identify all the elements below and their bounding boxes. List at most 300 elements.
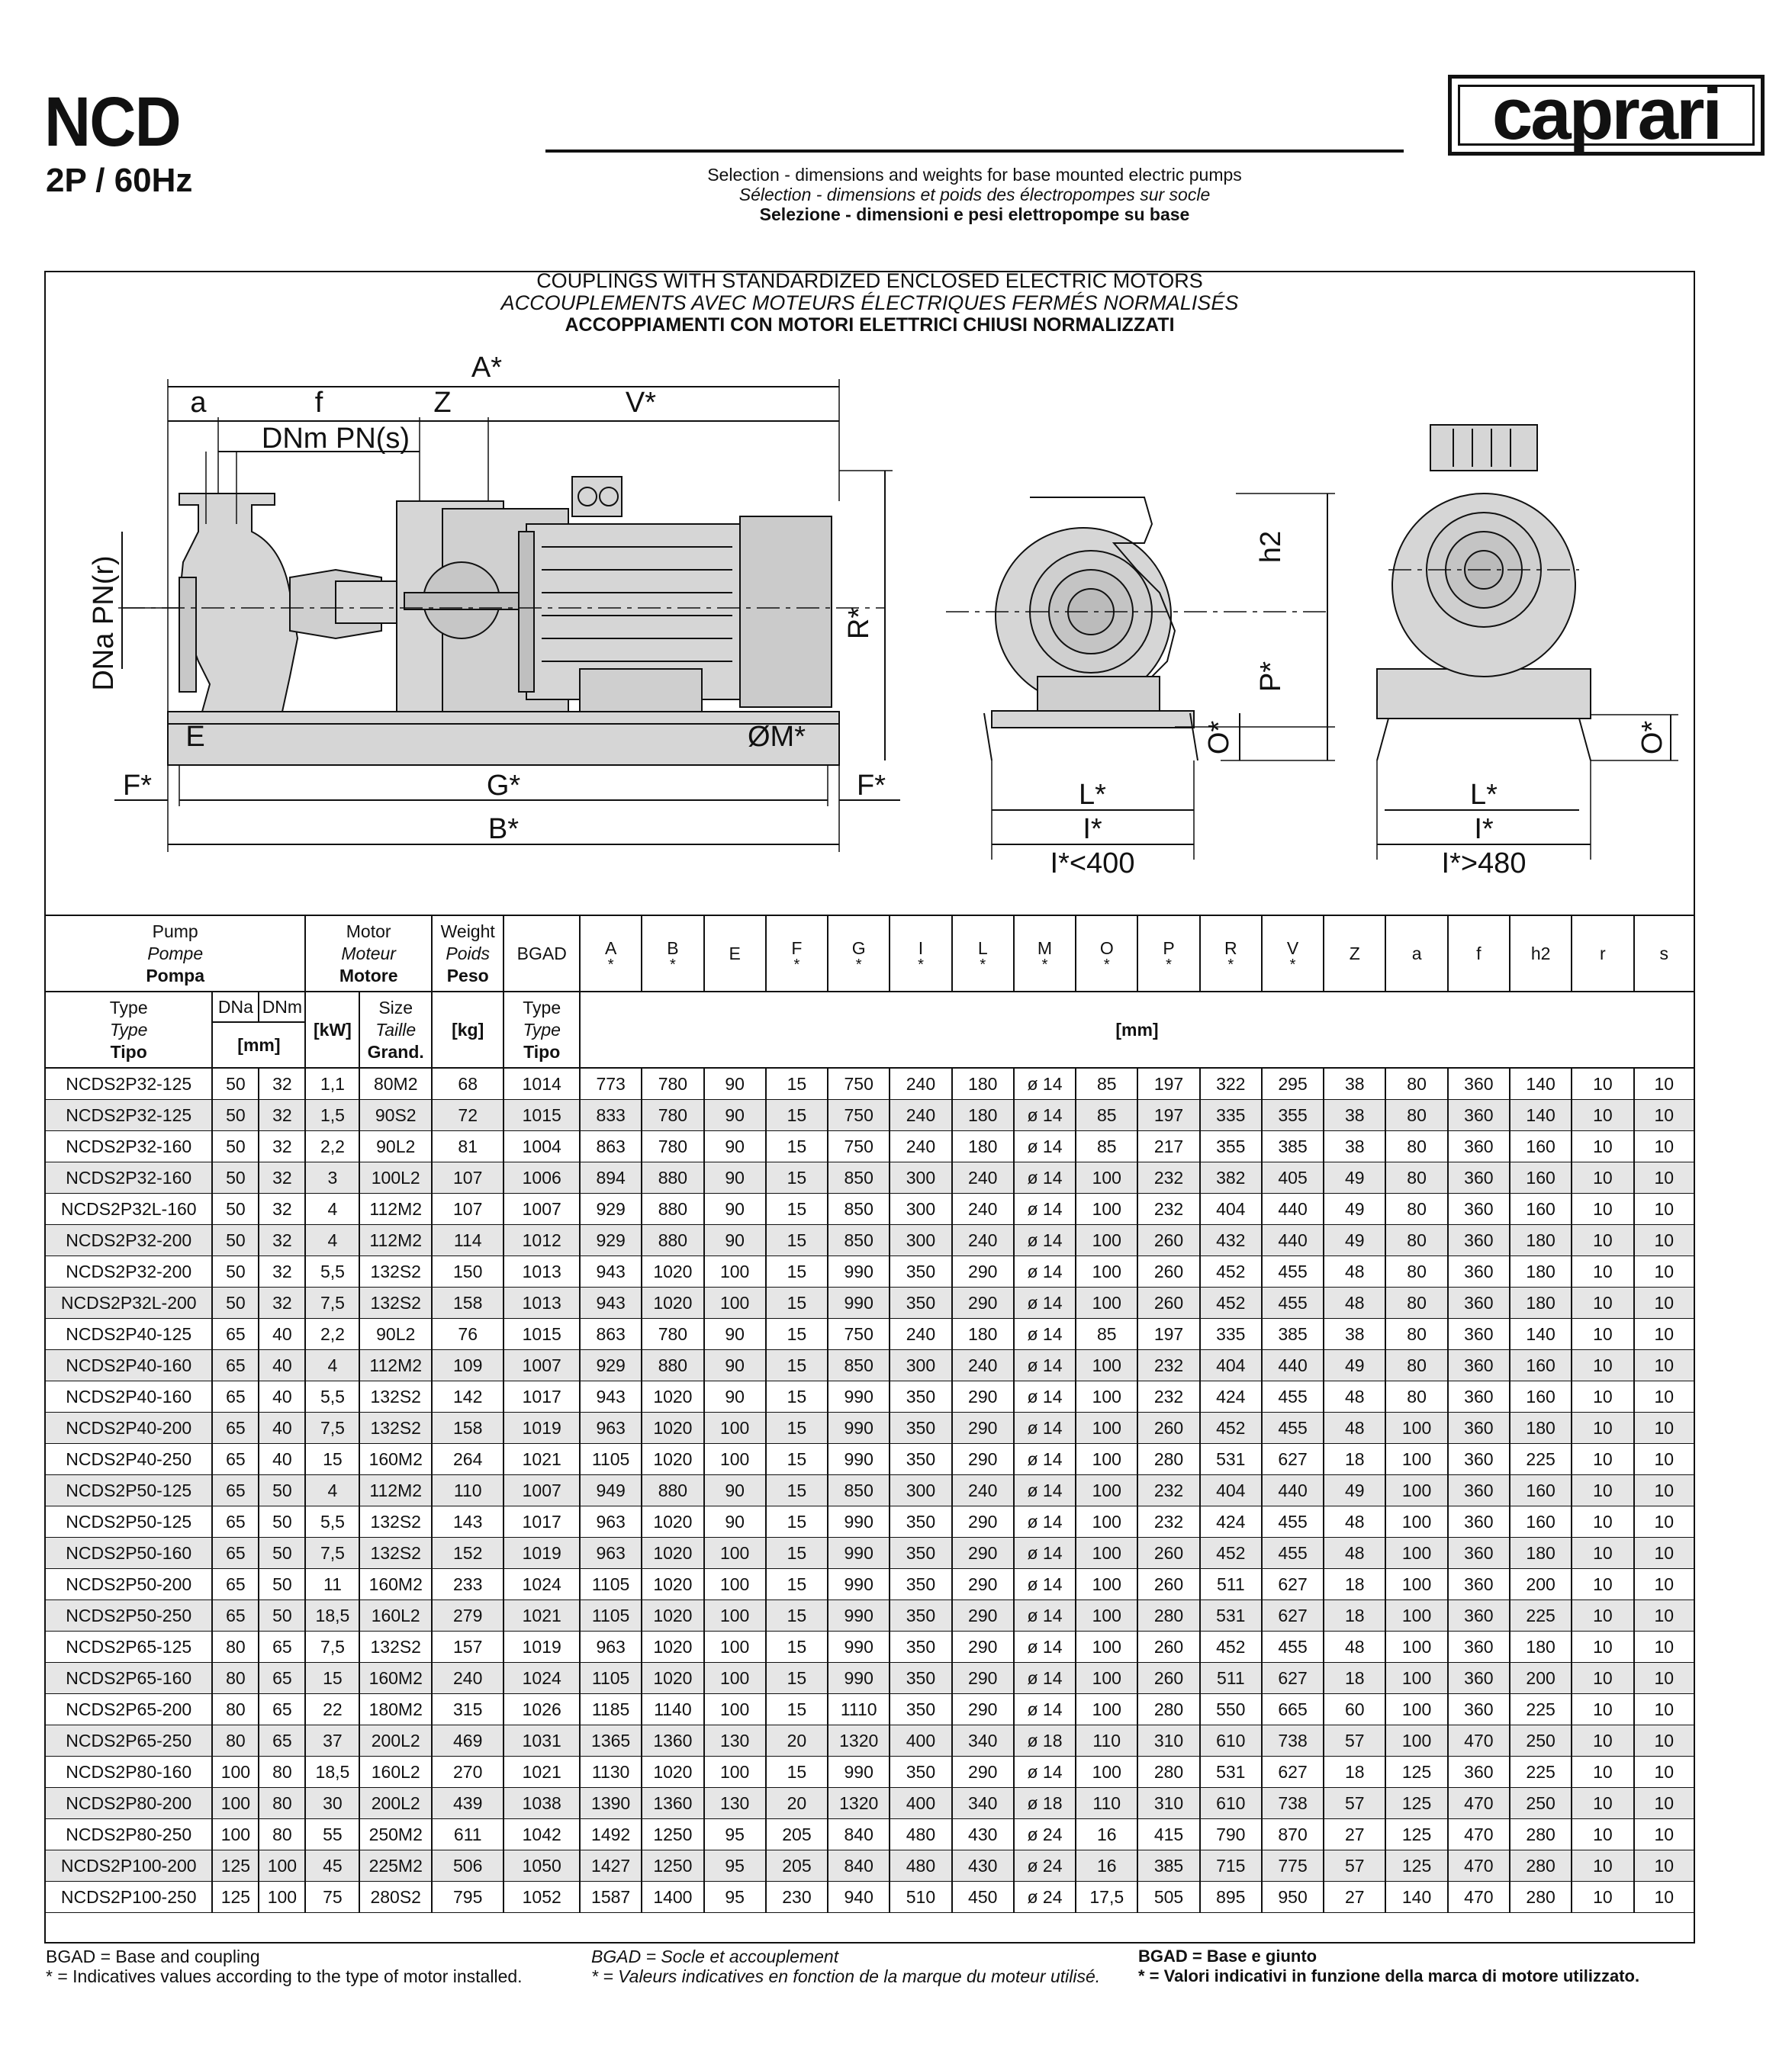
table-cell: ø 14 — [1014, 1757, 1076, 1788]
dimensions-table — [44, 915, 1695, 1913]
table-cell: 90 — [704, 1068, 766, 1100]
table-cell: 452 — [1200, 1632, 1262, 1663]
table-cell: 10 — [1634, 1538, 1694, 1569]
table-cell: 833 — [580, 1100, 642, 1131]
table-cell: 132S2 — [359, 1538, 431, 1569]
header-description — [545, 165, 1404, 224]
table-cell: 55 — [305, 1819, 359, 1850]
table-cell: 1140 — [642, 1694, 703, 1725]
table-cell: 10 — [1634, 1819, 1694, 1850]
table-cell: 350 — [890, 1444, 951, 1475]
table-cell: 197 — [1137, 1319, 1199, 1350]
table-cell: 95 — [704, 1819, 766, 1850]
table-cell: 440 — [1262, 1350, 1324, 1381]
table-cell: 180M2 — [359, 1694, 431, 1725]
table-cell: 32 — [259, 1068, 305, 1100]
table-row — [45, 1350, 1694, 1381]
table-cell: 15 — [766, 1068, 828, 1100]
table-cell: 90 — [704, 1350, 766, 1381]
table-cell: 863 — [580, 1319, 642, 1350]
table-cell: 1360 — [642, 1788, 703, 1819]
table-cell: 385 — [1262, 1319, 1324, 1350]
table-cell: 7,5 — [305, 1288, 359, 1319]
table-cell: 990 — [828, 1538, 890, 1569]
table-cell: NCDS2P80-200 — [45, 1788, 212, 1819]
table-cell: NCDS2P50-200 — [45, 1569, 212, 1600]
table-cell: 10 — [1572, 1256, 1633, 1288]
table-cell: 100 — [1385, 1600, 1447, 1632]
table-cell: 280 — [1137, 1757, 1199, 1788]
table-cell: 3 — [305, 1162, 359, 1194]
table-cell: 40 — [259, 1381, 305, 1413]
table-cell: 360 — [1448, 1444, 1510, 1475]
label-DNm: DNm PN(s) — [261, 423, 410, 455]
header-dim-R: R * — [1200, 915, 1262, 992]
table-cell: 240 — [952, 1225, 1014, 1256]
table-cell: 360 — [1448, 1194, 1510, 1225]
table-cell: 180 — [1510, 1288, 1572, 1319]
table-cell: 142 — [432, 1381, 503, 1413]
table-cell: 85 — [1076, 1319, 1137, 1350]
table-cell: 360 — [1448, 1506, 1510, 1538]
table-cell: 15 — [766, 1413, 828, 1444]
table-cell: 404 — [1200, 1475, 1262, 1506]
table-cell: 780 — [642, 1319, 703, 1350]
brand-logo-text: caprari — [1491, 73, 1721, 155]
table-cell: 100 — [1385, 1444, 1447, 1475]
table-cell: 15 — [766, 1444, 828, 1475]
table-cell: 20 — [766, 1788, 828, 1819]
table-cell: 225 — [1510, 1600, 1572, 1632]
footnote-it: BGAD = Base e giunto * = Valori indicativi in funzione della marca di motore utilizzato. — [1138, 1947, 1640, 1985]
table-cell: 1400 — [642, 1882, 703, 1913]
table-cell: 49 — [1324, 1162, 1385, 1194]
table-cell: 15 — [766, 1381, 828, 1413]
table-cell: 50 — [212, 1131, 259, 1162]
table-cell: 990 — [828, 1506, 890, 1538]
table-cell: 65 — [212, 1569, 259, 1600]
table-row — [45, 1632, 1694, 1663]
table-cell: 57 — [1324, 1788, 1385, 1819]
table-cell: 160 — [1510, 1162, 1572, 1194]
table-cell: 10 — [1634, 1225, 1694, 1256]
table-cell: 290 — [952, 1538, 1014, 1569]
table-cell: 200 — [1510, 1663, 1572, 1694]
table-cell: 963 — [580, 1632, 642, 1663]
table-cell: 10 — [1634, 1632, 1694, 1663]
label-O-small: O* — [1203, 720, 1235, 755]
table-cell: 40 — [259, 1319, 305, 1350]
table-cell: 250 — [1510, 1725, 1572, 1757]
table-cell: 50 — [259, 1506, 305, 1538]
table-cell: 10 — [1572, 1225, 1633, 1256]
table-cell: 280 — [1137, 1444, 1199, 1475]
table-cell: 355 — [1262, 1100, 1324, 1131]
table-cell: 404 — [1200, 1194, 1262, 1225]
table-cell: 1105 — [580, 1569, 642, 1600]
table-cell: 112M2 — [359, 1225, 431, 1256]
table-cell: 205 — [766, 1819, 828, 1850]
table-cell: 340 — [952, 1788, 1014, 1819]
table-cell: 1019 — [503, 1632, 580, 1663]
table-cell: NCDS2P32L-160 — [45, 1194, 212, 1225]
table-cell: 280 — [1137, 1694, 1199, 1725]
table-cell: 335 — [1200, 1100, 1262, 1131]
table-cell: 10 — [1634, 1288, 1694, 1319]
table-cell: 10 — [1572, 1538, 1633, 1569]
desc-it: Selezione - dimensioni e pesi elettropompe su base — [759, 204, 1190, 224]
table-cell: 1031 — [503, 1725, 580, 1757]
table-cell: ø 14 — [1014, 1538, 1076, 1569]
table-cell: 432 — [1200, 1225, 1262, 1256]
table-row — [45, 1162, 1694, 1194]
table-cell: 32 — [259, 1256, 305, 1288]
table-cell: 90 — [704, 1194, 766, 1225]
table-cell: 18 — [1324, 1569, 1385, 1600]
table-cell: 1007 — [503, 1350, 580, 1381]
table-cell: 290 — [952, 1632, 1014, 1663]
label-V: V* — [625, 387, 657, 419]
table-cell: 180 — [1510, 1225, 1572, 1256]
table-cell: ø 14 — [1014, 1100, 1076, 1131]
table-cell: 750 — [828, 1131, 890, 1162]
table-cell: 360 — [1448, 1100, 1510, 1131]
table-cell: ø 24 — [1014, 1850, 1076, 1882]
table-cell: 1130 — [580, 1757, 642, 1788]
table-cell: 197 — [1137, 1100, 1199, 1131]
table-cell: NCDS2P100-250 — [45, 1882, 212, 1913]
header-dnm: DNm — [259, 992, 305, 1022]
table-cell: 60 — [1324, 1694, 1385, 1725]
table-cell: 470 — [1448, 1850, 1510, 1882]
table-cell: 160 — [1510, 1506, 1572, 1538]
table-cell: 424 — [1200, 1506, 1262, 1538]
table-cell: 350 — [890, 1413, 951, 1444]
table-cell: 335 — [1200, 1319, 1262, 1350]
table-cell: 100 — [704, 1413, 766, 1444]
table-cell: 240 — [890, 1131, 951, 1162]
table-row — [45, 1538, 1694, 1569]
table-cell: 140 — [1510, 1319, 1572, 1350]
table-cell: 90 — [704, 1506, 766, 1538]
table-cell: 455 — [1262, 1506, 1324, 1538]
table-cell: 85 — [1076, 1068, 1137, 1100]
desc-en: Selection - dimensions and weights for base mounted electric pumps — [707, 165, 1242, 185]
table-cell: 360 — [1448, 1538, 1510, 1569]
table-cell: 290 — [952, 1413, 1014, 1444]
table-cell: 160 — [1510, 1350, 1572, 1381]
header-dim-s: s — [1634, 915, 1694, 992]
table-cell: 80 — [1385, 1288, 1447, 1319]
table-cell: 1007 — [503, 1475, 580, 1506]
table-cell: ø 14 — [1014, 1381, 1076, 1413]
table-cell: 1019 — [503, 1413, 580, 1444]
table-cell: 100 — [704, 1569, 766, 1600]
table-row — [45, 1319, 1694, 1350]
table-cell: 112M2 — [359, 1350, 431, 1381]
header-type: Type Type Tipo — [45, 992, 212, 1068]
table-cell: 160 — [1510, 1194, 1572, 1225]
table-cell: 65 — [259, 1632, 305, 1663]
table-cell: 950 — [1262, 1882, 1324, 1913]
table-cell: 260 — [1137, 1413, 1199, 1444]
table-cell: 15 — [305, 1444, 359, 1475]
table-row — [45, 1600, 1694, 1632]
table-cell: 260 — [1137, 1632, 1199, 1663]
table-cell: 100 — [704, 1694, 766, 1725]
table-cell: 100 — [1076, 1538, 1137, 1569]
table-cell: 880 — [642, 1162, 703, 1194]
table-cell: NCDS2P40-160 — [45, 1350, 212, 1381]
table-cell: 1360 — [642, 1725, 703, 1757]
table-cell: 10 — [1572, 1068, 1633, 1100]
table-cell: 610 — [1200, 1725, 1262, 1757]
table-cell: 470 — [1448, 1725, 1510, 1757]
label-a: a — [190, 387, 207, 419]
table-cell: 795 — [432, 1882, 503, 1913]
table-cell: 180 — [1510, 1413, 1572, 1444]
table-cell: NCDS2P50-125 — [45, 1506, 212, 1538]
table-row — [45, 1819, 1694, 1850]
label-Z: Z — [433, 387, 452, 419]
table-cell: 990 — [828, 1632, 890, 1663]
table-cell: 4 — [305, 1194, 359, 1225]
table-cell: 480 — [890, 1850, 951, 1882]
table-cell: 990 — [828, 1444, 890, 1475]
table-cell: 430 — [952, 1819, 1014, 1850]
table-cell: 10 — [1634, 1600, 1694, 1632]
label-B: B* — [487, 813, 520, 845]
table-cell: 1019 — [503, 1538, 580, 1569]
table-cell: 870 — [1262, 1819, 1324, 1850]
table-cell: 240 — [890, 1319, 951, 1350]
table-cell: 949 — [580, 1475, 642, 1506]
table-cell: 200 — [1510, 1569, 1572, 1600]
table-cell: 18 — [1324, 1757, 1385, 1788]
table-cell: 40 — [259, 1350, 305, 1381]
table-cell: 880 — [642, 1475, 703, 1506]
label-I-small: I* — [1083, 813, 1102, 845]
table-row — [45, 1882, 1694, 1913]
table-cell: 125 — [1385, 1788, 1447, 1819]
table-cell: 350 — [890, 1600, 951, 1632]
table-cell: 452 — [1200, 1413, 1262, 1444]
table-cell: 7,5 — [305, 1632, 359, 1663]
table-cell: 48 — [1324, 1538, 1385, 1569]
table-cell: 80 — [212, 1694, 259, 1725]
table-cell: 963 — [580, 1413, 642, 1444]
table-cell: 322 — [1200, 1068, 1262, 1100]
table-cell: 100 — [704, 1632, 766, 1663]
table-cell: 300 — [890, 1350, 951, 1381]
table-cell: 16 — [1076, 1850, 1137, 1882]
table-cell: 130 — [704, 1788, 766, 1819]
table-cell: 10 — [1634, 1381, 1694, 1413]
table-cell: 65 — [212, 1538, 259, 1569]
table-cell: 125 — [212, 1850, 259, 1882]
table-body — [45, 1068, 1694, 1913]
table-cell: 80 — [259, 1788, 305, 1819]
table-cell: 65 — [212, 1381, 259, 1413]
table-cell: 290 — [952, 1663, 1014, 1694]
table-cell: 180 — [1510, 1256, 1572, 1288]
table-cell: 90 — [704, 1162, 766, 1194]
table-cell: 48 — [1324, 1381, 1385, 1413]
table-cell: 360 — [1448, 1569, 1510, 1600]
table-cell: 18 — [1324, 1600, 1385, 1632]
table-cell: 240 — [952, 1194, 1014, 1225]
table-cell: 10 — [1572, 1288, 1633, 1319]
table-cell: 10 — [1572, 1600, 1633, 1632]
header-kg: [kg] — [432, 992, 503, 1068]
table-cell: 132S2 — [359, 1413, 431, 1444]
table-cell: 610 — [1200, 1788, 1262, 1819]
header-size: Size Taille Grand. — [359, 992, 431, 1068]
table-cell: 511 — [1200, 1663, 1262, 1694]
table-cell: 627 — [1262, 1757, 1324, 1788]
table-cell: 100 — [1385, 1663, 1447, 1694]
table-cell: 279 — [432, 1600, 503, 1632]
dimensions-table-wrapper — [44, 915, 1695, 1913]
table-cell: 10 — [1572, 1475, 1633, 1506]
table-cell: 15 — [766, 1319, 828, 1350]
table-row — [45, 1256, 1694, 1288]
table-cell: 10 — [1572, 1850, 1633, 1882]
table-cell: ø 14 — [1014, 1194, 1076, 1225]
table-cell: 100 — [1076, 1194, 1137, 1225]
table-cell: 360 — [1448, 1162, 1510, 1194]
table-cell: 100 — [1076, 1381, 1137, 1413]
table-cell: NCDS2P32-125 — [45, 1100, 212, 1131]
table-cell: 750 — [828, 1319, 890, 1350]
table-cell: 76 — [432, 1319, 503, 1350]
table-cell: 315 — [432, 1694, 503, 1725]
table-cell: ø 14 — [1014, 1694, 1076, 1725]
table-cell: 90 — [704, 1319, 766, 1350]
table-cell: 10 — [1634, 1850, 1694, 1882]
table-cell: 15 — [766, 1538, 828, 1569]
table-cell: 18,5 — [305, 1757, 359, 1788]
table-cell: 290 — [952, 1694, 1014, 1725]
header-mm-small: [mm] — [212, 1022, 305, 1068]
table-cell: 440 — [1262, 1194, 1324, 1225]
table-cell: 280 — [1510, 1850, 1572, 1882]
table-cell: 775 — [1262, 1850, 1324, 1882]
table-cell: 180 — [1510, 1632, 1572, 1663]
header-dim-F: F * — [766, 915, 828, 992]
table-cell: 1020 — [642, 1506, 703, 1538]
table-cell: 840 — [828, 1850, 890, 1882]
table-cell: 773 — [580, 1068, 642, 1100]
table-cell: 100 — [1385, 1569, 1447, 1600]
table-cell: 90 — [704, 1475, 766, 1506]
table-cell: 750 — [828, 1100, 890, 1131]
table-cell: 10 — [1634, 1256, 1694, 1288]
table-cell: 455 — [1262, 1381, 1324, 1413]
table-cell: 1014 — [503, 1068, 580, 1100]
table-cell: 1110 — [828, 1694, 890, 1725]
table-cell: 780 — [642, 1131, 703, 1162]
table-cell: 10 — [1634, 1788, 1694, 1819]
table-cell: 10 — [1572, 1162, 1633, 1194]
table-cell: 5,5 — [305, 1256, 359, 1288]
table-cell: ø 14 — [1014, 1413, 1076, 1444]
header-dim-M: M * — [1014, 915, 1076, 992]
table-cell: 1020 — [642, 1288, 703, 1319]
table-cell: 455 — [1262, 1288, 1324, 1319]
table-cell: 1021 — [503, 1600, 580, 1632]
table-cell: 32 — [259, 1131, 305, 1162]
table-cell: 197 — [1137, 1068, 1199, 1100]
table-cell: 125 — [1385, 1757, 1447, 1788]
table-row — [45, 1757, 1694, 1788]
table-cell: 15 — [766, 1506, 828, 1538]
table-cell: 350 — [890, 1569, 951, 1600]
table-cell: 114 — [432, 1225, 503, 1256]
table-cell: 1,5 — [305, 1100, 359, 1131]
table-cell: 715 — [1200, 1850, 1262, 1882]
table-cell: 385 — [1137, 1850, 1199, 1882]
table-cell: 455 — [1262, 1632, 1324, 1663]
header-mm-units: [mm] — [580, 992, 1694, 1068]
table-cell: ø 14 — [1014, 1475, 1076, 1506]
header-bgad: BGAD — [503, 915, 580, 992]
table-cell: 160 — [1510, 1475, 1572, 1506]
table-cell: 180 — [952, 1319, 1014, 1350]
table-cell: 310 — [1137, 1788, 1199, 1819]
table-cell: 10 — [1634, 1694, 1694, 1725]
table-cell: 112M2 — [359, 1194, 431, 1225]
table-cell: 100 — [704, 1288, 766, 1319]
table-cell: 940 — [828, 1882, 890, 1913]
table-cell: 50 — [212, 1100, 259, 1131]
table-cell: 180 — [952, 1131, 1014, 1162]
table-cell: 439 — [432, 1788, 503, 1819]
table-cell: 360 — [1448, 1663, 1510, 1694]
table-cell: 50 — [259, 1538, 305, 1569]
table-cell: NCDS2P32-160 — [45, 1162, 212, 1194]
table-cell: ø 14 — [1014, 1288, 1076, 1319]
table-cell: 80 — [212, 1663, 259, 1694]
table-cell: 440 — [1262, 1225, 1324, 1256]
table-cell: 230 — [766, 1882, 828, 1913]
label-R: R* — [843, 606, 875, 640]
pump-casing — [179, 494, 298, 712]
table-cell: 531 — [1200, 1757, 1262, 1788]
table-cell: 300 — [890, 1225, 951, 1256]
table-cell: NCDS2P40-200 — [45, 1413, 212, 1444]
table-cell: NCDS2P40-250 — [45, 1444, 212, 1475]
table-cell: 38 — [1324, 1319, 1385, 1350]
table-cell: 80 — [1385, 1225, 1447, 1256]
table-cell: 350 — [890, 1757, 951, 1788]
table-cell: 100 — [1076, 1600, 1137, 1632]
table-cell: 7,5 — [305, 1538, 359, 1569]
label-F-left: F* — [123, 770, 152, 802]
table-cell: 1105 — [580, 1663, 642, 1694]
table-cell: 85 — [1076, 1131, 1137, 1162]
table-cell: 11 — [305, 1569, 359, 1600]
table-cell: 65 — [212, 1444, 259, 1475]
table-cell: 10 — [1572, 1350, 1633, 1381]
table-cell: 132S2 — [359, 1256, 431, 1288]
table-cell: 280 — [1510, 1882, 1572, 1913]
table-cell: 360 — [1448, 1757, 1510, 1788]
table-cell: 10 — [1634, 1319, 1694, 1350]
table-cell: 1250 — [642, 1850, 703, 1882]
header-kw: [kW] — [305, 992, 359, 1068]
table-cell: ø 14 — [1014, 1162, 1076, 1194]
